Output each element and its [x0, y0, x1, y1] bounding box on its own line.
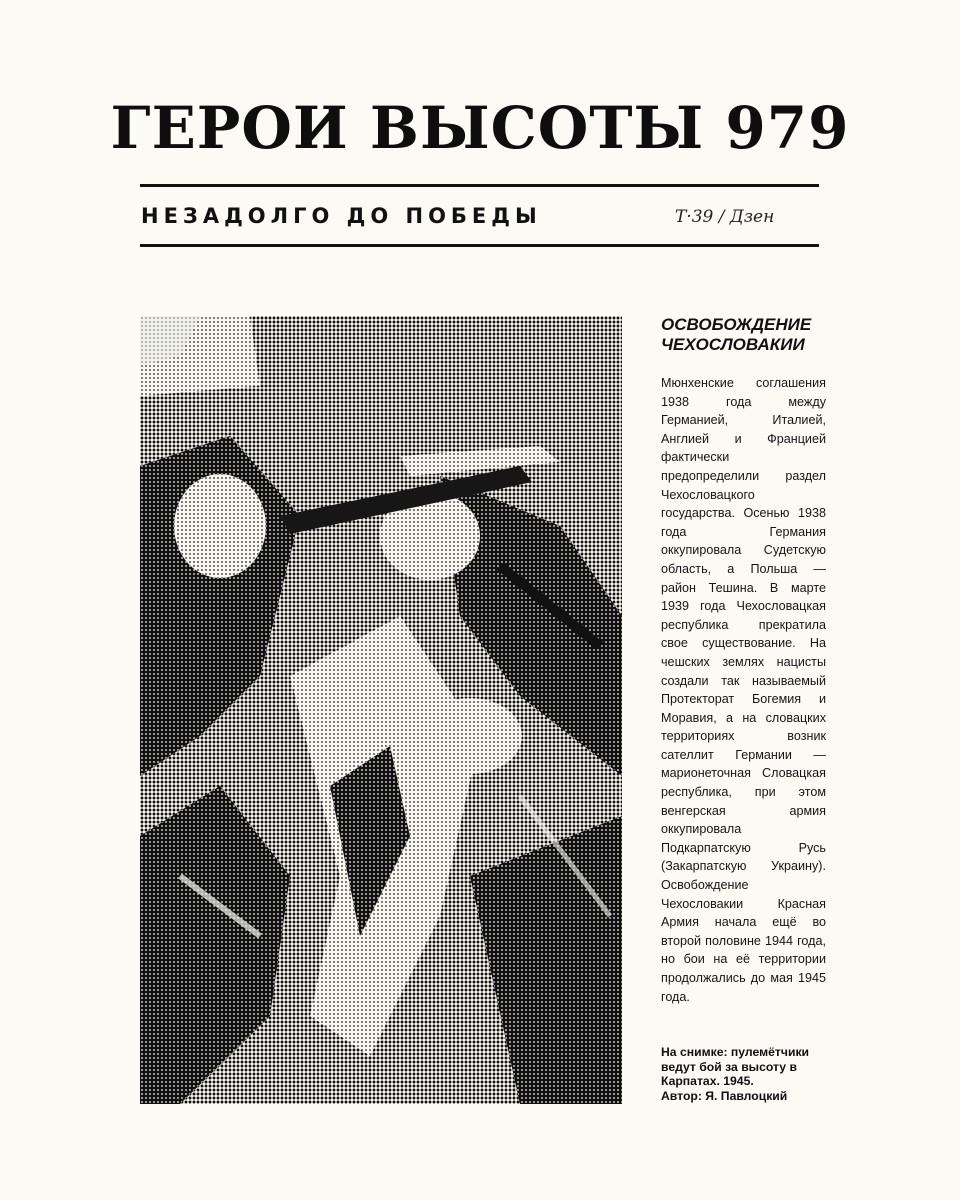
issue-label: Т·39 / Дзен	[675, 207, 775, 227]
sidebar-heading: ОСВОБОЖДЕНИЕ ЧЕХОСЛОВАКИИ	[661, 315, 812, 354]
bottom-divider	[140, 244, 819, 247]
subtitle: НЕЗАДОЛГО ДО ПОБЕДЫ	[141, 204, 542, 228]
caption-text: На снимке: пулемётчики ведут бой за высоту в Карпатах. 1945.	[661, 1045, 810, 1088]
caption-author: Автор: Я. Павлоцкий	[661, 1088, 788, 1103]
top-divider	[140, 184, 819, 187]
halftone-photo-icon	[140, 316, 622, 1104]
sidebar-body: Мюнхенские соглашения 1938 года между Германией, Италией, Англией и Францией фактически предопределили раздел Чехословацкого государства. Осенью 1938 года Германия оккупировала Судетскую область, а Польша — район Тешина. В марте 1939 года Чехословацкая республика прекратила свое существование. На чешских землях нацисты создали так называемый Протекторат Богемия и Моравия, а на словацких территориях возник сателлит Германии — марионеточная Словацкая республика, при этом венгерская армия оккупировала Подкарпатскую Русь (Закарпатскую Украину). Освобождение Чехословакии Красная Армия начала ещё во второй половине 1944 года, но бои на её территории продолжались до мая 1945 года.	[661, 376, 826, 1004]
halftone-photo	[140, 316, 622, 1104]
page-title: ГЕРОИ ВЫСОТЫ 979	[110, 94, 850, 162]
photo-caption	[661, 1045, 831, 1103]
